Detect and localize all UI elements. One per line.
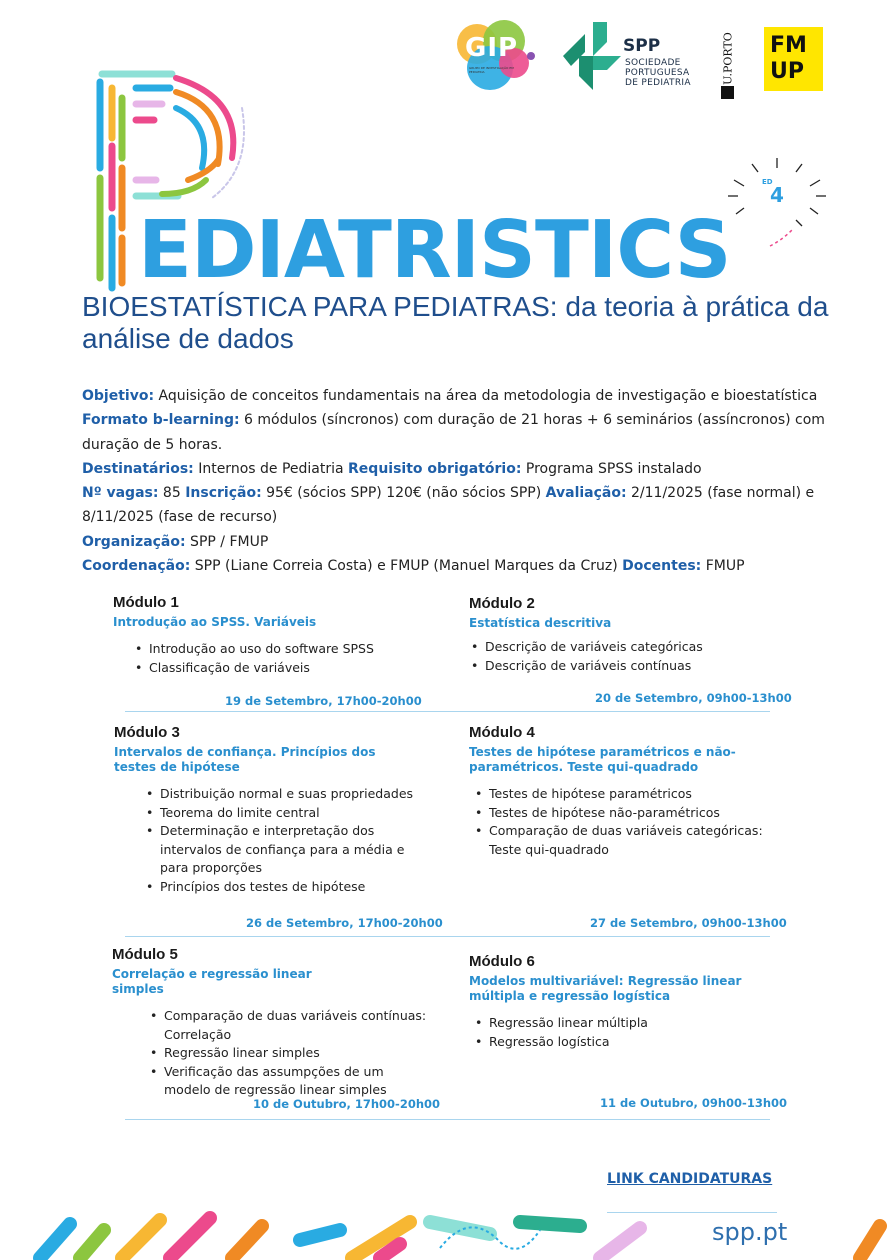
inscricao-value: 95€ (sócios SPP) 120€ (não sócios SPP) <box>261 485 546 502</box>
module-title: Introdução ao SPSS. Variáveis <box>113 615 317 629</box>
avaliacao-value: 2/11/2025 (fase normal) e 8/11/2025 (fase de recurso) <box>82 485 815 526</box>
module-topic: • Descrição de variáveis categóricas <box>469 638 789 657</box>
module-topic: • Testes de hipótese não-paramétricos <box>473 804 769 823</box>
divider <box>125 1119 770 1120</box>
website[interactable]: spp.pt <box>712 1218 788 1246</box>
module-topic: • Regressão linear múltipla <box>473 1014 789 1033</box>
module-3 <box>114 723 424 896</box>
module-topic: • Determinação e interpretação dos intervalos de confiança para a média e para proporções <box>144 822 414 878</box>
module-topic: • Testes de hipótese paramétricos <box>473 785 769 804</box>
module-4 <box>469 723 789 859</box>
module-topic: • Teorema do limite central <box>144 804 414 823</box>
module-6-date: 11 de Outubro, 09h00-13h00 <box>600 1096 788 1110</box>
module-2 <box>469 594 789 675</box>
module-topic: • Descrição de variáveis contínuas <box>469 657 789 676</box>
edition-label: ED <box>762 178 773 186</box>
objetivo-label: Objetivo: <box>82 388 155 404</box>
info-objetivo <box>82 384 852 408</box>
module-heading: Módulo 2 <box>469 595 535 612</box>
module-title: Estatística descritiva <box>469 616 612 630</box>
module-topic: • Princípios dos testes de hipótese <box>144 878 414 897</box>
spp-logo <box>563 22 713 92</box>
gip-logo <box>457 20 535 90</box>
module-title: Intervalos de confiança. Princípios dos testes de hipótese <box>114 745 376 774</box>
course-info <box>82 384 852 578</box>
edition-badge <box>722 156 832 256</box>
formato-value: 6 módulos (síncronos) com duração de 21 horas + 6 seminários (assíncronos) com duração de 5 horas. <box>82 412 825 453</box>
vagas-value: 85 <box>158 485 186 502</box>
spp-mark-icon <box>563 22 623 90</box>
module-heading: Módulo 1 <box>113 594 179 611</box>
docentes-value: FMUP <box>701 558 745 575</box>
module-6 <box>469 952 789 1051</box>
module-topics <box>469 638 789 675</box>
module-2-date: 20 de Setembro, 09h00-13h00 <box>595 691 792 705</box>
module-topic: • Distribuição normal e suas propriedades <box>144 785 414 804</box>
module-heading: Módulo 5 <box>112 946 178 963</box>
gip-logo-text: GIP <box>465 33 519 63</box>
module-title: Modelos multivariável: Regressão linear múltipla e regressão logística <box>469 974 742 1003</box>
info-formato <box>82 408 852 457</box>
objetivo-value: Aquisição de conceitos fundamentais na área da metodologia de investigação e bioestatística <box>154 388 818 404</box>
module-topics <box>112 1007 432 1100</box>
inscricao-label: Inscrição: <box>185 485 262 502</box>
fmup-logo-line1: FM <box>770 33 807 58</box>
fmup-logo <box>764 27 823 91</box>
module-5-date: 10 de Outubro, 17h00-20h00 <box>253 1097 441 1111</box>
edition-number: 4 <box>770 183 784 207</box>
uporto-logo <box>719 26 737 94</box>
module-topic: • Comparação de duas variáveis categóricas: Teste qui-quadrado <box>473 822 769 859</box>
uporto-logo-text: U.PORTO <box>721 32 735 85</box>
coordenacao-label: Coordenação: <box>82 558 191 575</box>
module-topics <box>469 785 769 859</box>
partner-logos <box>455 18 835 98</box>
module-title: Correlação e regressão linear simples <box>112 967 312 996</box>
module-1-date: 19 de Setembro, 17h00-20h00 <box>225 694 422 708</box>
uporto-logo-block <box>721 86 734 99</box>
spp-logo-line3: DE PEDIATRIA <box>625 78 691 88</box>
apply-link[interactable]: LINK CANDIDATURAS <box>607 1171 773 1187</box>
module-title: Testes de hipótese paramétricos e não-paramétricos. Teste qui-quadrado <box>469 745 736 774</box>
organizacao-value: SPP / FMUP <box>185 533 269 550</box>
module-topic: • Classificação de variáveis <box>133 659 423 678</box>
module-topic: • Comparação de duas variáveis contínuas: Correlação <box>148 1007 432 1044</box>
info-coordenacao <box>82 554 852 578</box>
requisito-value: Programa SPSS instalado <box>521 460 702 477</box>
module-4-date: 27 de Setembro, 09h00-13h00 <box>590 916 787 930</box>
module-topic: • Verificação das assumpções de um modelo de regressão linear simples <box>148 1063 432 1100</box>
info-vagas <box>82 481 852 530</box>
module-5 <box>112 945 432 1100</box>
module-topics <box>114 785 414 896</box>
vagas-label: Nº vagas: <box>82 485 159 502</box>
coordenacao-value: SPP (Liane Correia Costa) e FMUP (Manuel Marques da Cruz) <box>190 558 623 575</box>
destinatarios-value: Internos de Pediatria <box>193 460 349 477</box>
requisito-label: Requisito obrigatório: <box>348 460 522 477</box>
module-3-date: 26 de Setembro, 17h00-20h00 <box>246 916 443 930</box>
module-heading: Módulo 6 <box>469 953 535 970</box>
module-topic: • Regressão logística <box>473 1033 789 1052</box>
module-heading: Módulo 4 <box>469 724 535 741</box>
divider <box>125 711 770 712</box>
avaliacao-label: Avaliação: <box>545 485 627 502</box>
divider <box>125 936 770 937</box>
organizacao-label: Organização: <box>82 533 186 550</box>
formato-label: Formato b-learning: <box>82 412 240 429</box>
fmup-logo-line2: UP <box>770 59 804 84</box>
info-organizacao <box>82 530 852 554</box>
spp-logo-name: SPP <box>623 36 661 56</box>
event-title: EDIATRISTICS <box>138 204 731 296</box>
info-destinatarios <box>82 457 852 481</box>
module-topics <box>113 640 423 677</box>
docentes-label: Docentes: <box>622 558 702 575</box>
module-topic: • Introdução ao uso do software SPSS <box>133 640 423 659</box>
gip-logo-subtext: GRUPO DE INVESTIGAÇÃO EM PEDIATRIA <box>469 66 514 74</box>
spp-logo-line1: SOCIEDADE <box>625 58 681 68</box>
spp-logo-line2: PORTUGUESA <box>625 68 690 78</box>
module-1 <box>113 593 423 677</box>
module-topic: • Regressão linear simples <box>148 1044 432 1063</box>
event-subtitle: BIOESTATÍSTICA PARA PEDIATRAS: da teoria à prática da análise de dados <box>82 291 829 354</box>
module-topics <box>469 1014 789 1051</box>
module-heading: Módulo 3 <box>114 724 180 741</box>
destinatarios-label: Destinatários: <box>82 460 194 477</box>
